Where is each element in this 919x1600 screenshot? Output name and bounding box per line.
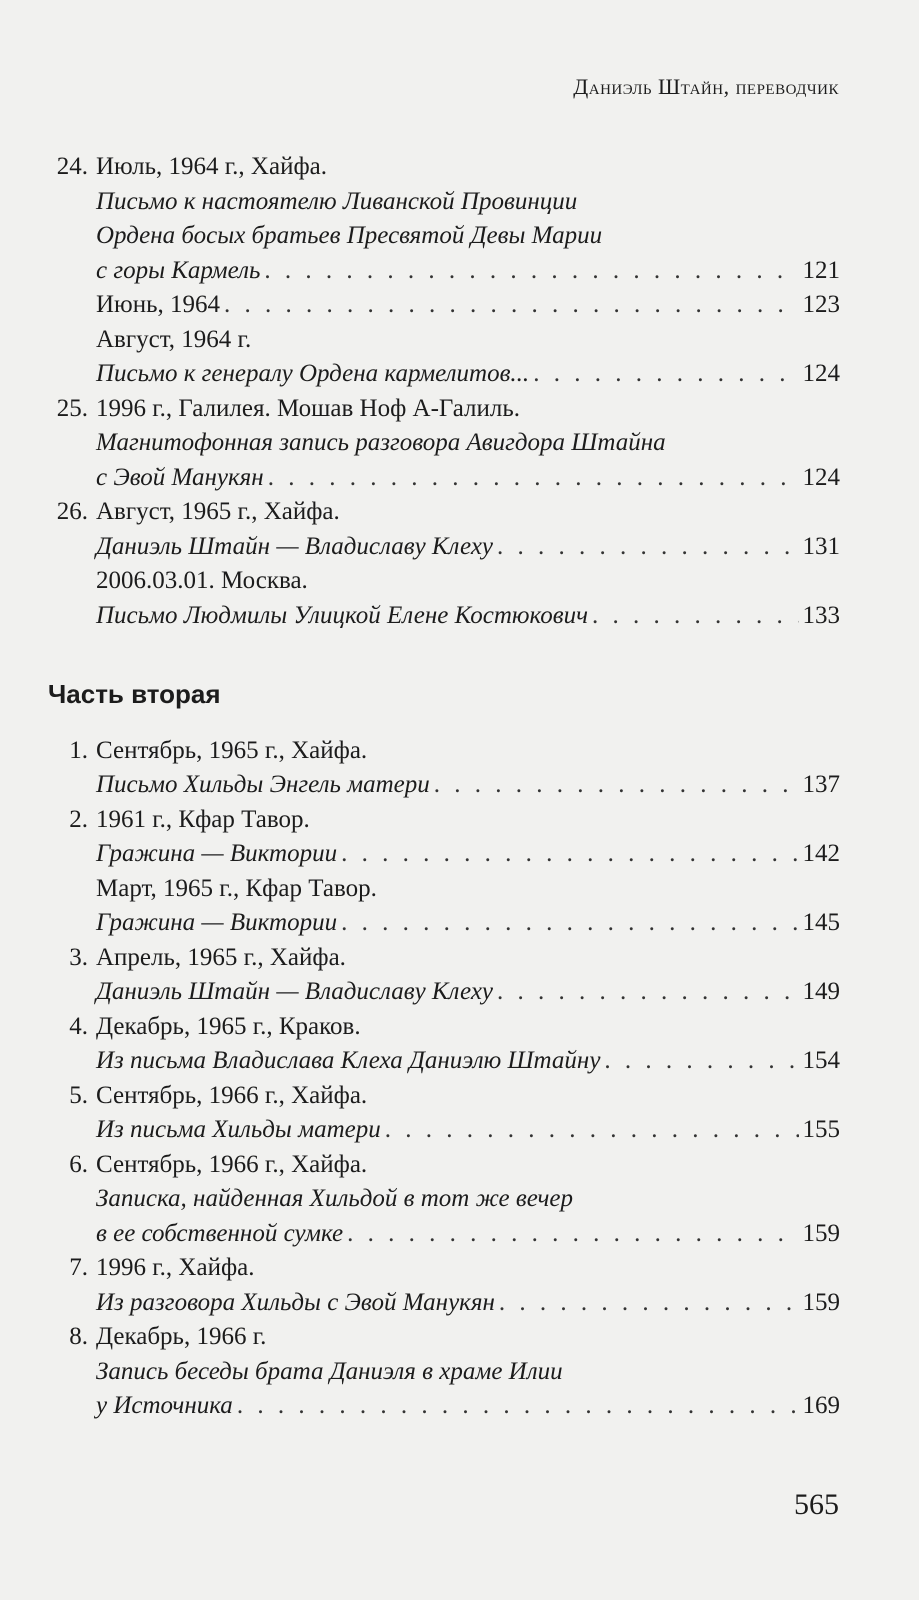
dot-leader	[237, 1389, 799, 1424]
dot-leader	[499, 1286, 799, 1321]
dot-leader	[341, 837, 798, 872]
dot-leader	[434, 768, 799, 803]
entry-subtitle: Даниэль Штайн — Владиславу Клеху	[96, 532, 494, 560]
toc-entry	[48, 495, 840, 530]
entry-title: Сентябрь, 1966 г., Хайфа.	[96, 1150, 368, 1178]
toc-entry	[48, 1286, 840, 1321]
toc-entry	[48, 1182, 840, 1217]
entry-subtitle: Письмо к настоятелю Ливанской Провинции	[96, 187, 578, 215]
table-of-contents	[48, 150, 840, 1424]
entry-title: Август, 1965 г., Хайфа.	[96, 498, 340, 525]
entry-title: 1961 г., Кфар Тавор.	[96, 805, 310, 833]
toc-entry	[48, 288, 840, 323]
running-header: Даниэль Штайн, переводчик	[573, 74, 839, 99]
entry-number: 24.	[56, 153, 88, 180]
entry-subtitle: с Эвой Манукян	[96, 463, 264, 491]
entry-title: 1996 г., Галилея. Мошав Ноф А-Галиль.	[96, 394, 521, 422]
entry-page-number: 137	[802, 771, 840, 798]
toc-entry	[48, 1217, 840, 1252]
entry-subtitle: Магнитофонная запись разговора Авигдора Штайна	[96, 429, 666, 456]
toc-entry	[48, 1389, 840, 1424]
toc-entry	[48, 941, 840, 976]
toc-entry	[48, 1148, 840, 1183]
toc-entry	[48, 734, 840, 769]
entry-page-number: 142	[802, 840, 840, 867]
entry-number: 8.	[69, 1323, 88, 1350]
entry-subtitle: Запись беседы брата Даниэля в храме Илии	[96, 1357, 563, 1385]
entry-page-number: 154	[802, 1047, 840, 1074]
entry-page-number: 121	[802, 256, 840, 284]
entry-page-number: 159	[802, 1288, 840, 1316]
entry-subtitle: Даниэль Штайн — Владиславу Клеху	[96, 978, 494, 1005]
entry-subtitle: у Источника	[96, 1392, 233, 1419]
entry-title: Декабрь, 1966 г.	[96, 1323, 267, 1350]
toc-entry	[48, 803, 840, 838]
entry-subtitle: Из письма Хильды матери	[96, 1116, 381, 1143]
entry-subtitle: Из письма Владислава Клеха Даниэлю Штайну	[96, 1047, 601, 1074]
entry-subtitle: Записка, найденная Хильдой в тот же вечер	[96, 1185, 573, 1212]
entry-page-number: 145	[802, 909, 840, 936]
entry-title: Декабрь, 1965 г., Краков.	[96, 1012, 361, 1040]
toc-entry	[48, 975, 840, 1010]
toc-entry	[48, 357, 840, 392]
dot-leader	[347, 1217, 798, 1252]
dot-leader	[497, 975, 798, 1010]
toc-entry	[48, 872, 840, 907]
toc-entry	[48, 219, 840, 254]
entry-title: Август, 1964 г.	[96, 325, 252, 353]
toc-part-two	[48, 734, 840, 1424]
entry-title: Июль, 1964 г., Хайфа.	[96, 153, 327, 180]
toc-entry	[48, 837, 840, 872]
entry-page-number: 131	[802, 532, 840, 560]
entry-subtitle: Из разговора Хильды с Эвой Манукян	[96, 1288, 495, 1316]
entry-subtitle: в ее собственной сумке	[96, 1219, 344, 1247]
toc-entry	[48, 1320, 840, 1355]
entry-subtitle: Гражина — Виктории	[96, 909, 338, 936]
entry-number: 5.	[69, 1081, 88, 1109]
entry-number: 7.	[69, 1254, 88, 1281]
entry-subtitle: Ордена босых братьев Пресвятой Девы Марии	[96, 222, 603, 249]
section-heading: Часть вторая	[48, 679, 221, 709]
toc-entry	[48, 392, 840, 427]
toc-entry	[48, 530, 840, 565]
entry-subtitle: Гражина — Виктории	[96, 840, 338, 867]
toc-entry	[48, 1010, 840, 1045]
entry-title: 2006.03.01. Москва.	[96, 567, 308, 594]
entry-title: 1996 г., Хайфа.	[96, 1254, 255, 1281]
entry-subtitle: Письмо Хильды Энгель матери	[96, 771, 430, 798]
entry-page-number: 123	[802, 291, 840, 318]
toc-entry	[48, 1113, 840, 1148]
toc-entry	[48, 1079, 840, 1114]
toc-entry	[48, 461, 840, 496]
entry-page-number: 169	[802, 1392, 840, 1419]
entry-title: Сентябрь, 1966 г., Хайфа.	[96, 1081, 368, 1109]
toc-entry	[48, 254, 840, 289]
toc-entry	[48, 150, 840, 185]
entry-number: 26.	[56, 498, 88, 525]
toc-part-one	[48, 150, 840, 633]
toc-entry	[48, 1044, 840, 1079]
dot-leader	[385, 1113, 799, 1148]
entry-title: Сентябрь, 1965 г., Хайфа.	[96, 736, 368, 764]
dot-leader	[533, 357, 798, 392]
toc-entry	[48, 599, 840, 634]
toc-entry	[48, 1355, 840, 1390]
entry-subtitle: с горы Кармель	[96, 256, 261, 284]
entry-title: Март, 1965 г., Кфар Тавор.	[96, 874, 377, 902]
entry-page-number: 155	[802, 1116, 840, 1143]
toc-entry	[48, 906, 840, 941]
entry-title: Апрель, 1965 г., Хайфа.	[96, 943, 346, 971]
entry-number: 6.	[69, 1150, 88, 1178]
dot-leader	[592, 599, 798, 634]
entry-number: 4.	[69, 1012, 88, 1040]
entry-page-number: 124	[802, 360, 840, 387]
toc-entry	[48, 323, 840, 358]
entry-number: 3.	[69, 943, 88, 971]
entry-subtitle: Письмо Людмилы Улицкой Елене Костюкович	[96, 601, 589, 629]
page-number: 565	[794, 1488, 839, 1521]
toc-entry	[48, 185, 840, 220]
entry-number: 2.	[69, 805, 88, 833]
entry-title: Июнь, 1964	[96, 291, 221, 318]
toc-entry	[48, 768, 840, 803]
entry-page-number: 149	[802, 978, 840, 1005]
entry-subtitle: Письмо к генералу Ордена кармелитов...	[96, 360, 530, 387]
dot-leader	[268, 461, 799, 496]
entry-number: 1.	[69, 736, 88, 764]
entry-page-number: 159	[802, 1219, 840, 1247]
toc-entry	[48, 426, 840, 461]
dot-leader	[497, 530, 798, 565]
toc-entry	[48, 564, 840, 599]
entry-number: 25.	[56, 394, 88, 422]
entry-page-number: 124	[802, 463, 840, 491]
entry-page-number: 133	[802, 601, 840, 629]
dot-leader	[224, 288, 798, 323]
dot-leader	[604, 1044, 798, 1079]
dot-leader	[264, 254, 798, 289]
toc-entry	[48, 1251, 840, 1286]
dot-leader	[341, 906, 798, 941]
